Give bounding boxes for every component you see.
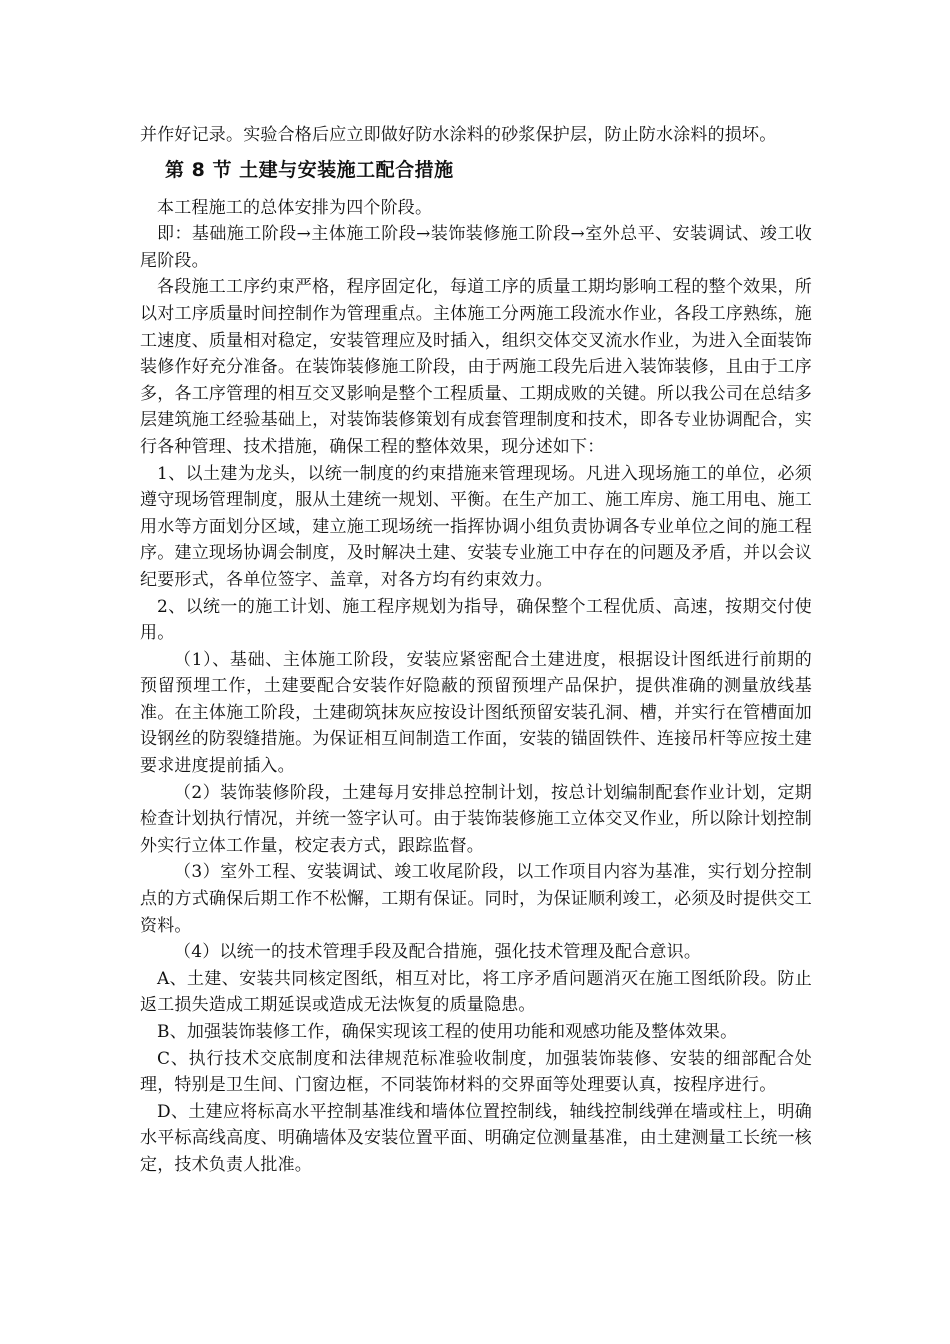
paragraph-sub-2: （2）装饰装修阶段，土建每月安排总控制计划，按总计划编制配套作业计划，定期检查计划执行情况，并统一签字认可。由于装饰装修施工立体交叉作业，所以除计划控制外实行立体工作量，校定表方式，跟踪监督。 [140,782,812,856]
section-heading: 第 8 节 土建与安装施工配合措施 [165,158,454,181]
paragraph-point-d: D、土建应将标高水平控制基准线和墙体位置控制线，轴线控制线弹在墙或柱上，明确水平标高线高度、明确墙体及安装位置平面、明确定位测量基准，由土建测量工长统一核定，技术负责人批准。 [140,1101,812,1175]
paragraph-item-2: 2、以统一的施工计划、施工程序规划为指导，确保整个工程优质、高速，按期交付使用。 [140,596,812,644]
paragraph-point-b: B、加强装饰装修工作，确保实现该工程的使用功能和观感功能及整体效果。 [157,1022,738,1042]
paragraph-stages: 即：基础施工阶段→主体施工阶段→装饰装修施工阶段→室外总平、安装调试、竣工收尾阶段。 [140,224,812,271]
paragraph-item-1: 1、以土建为龙头，以统一制度的约束措施来管理现场。凡进入现场施工的单位，必须遵守现场管理制度，服从土建统一规划、平衡。在生产加工、施工库房、施工用电、施工用水等方面划分区域，建立施工现场统一指挥协调小组负责协调各专业单位之间的施工程序。建立现场协调会制度，及时解决土建、安装专业施工中存在的问题及矛盾，并以会议纪要形式，各单位签字、盖章，对各方均有约束效力。 [140,463,812,590]
paragraph-procedure: 各段施工工序约束严格，程序固定化，每道工序的质量工期均影响工程的整个效果，所以对工序质量时间控制作为管理重点。主体施工分两施工段流水作业，各段工序熟练，施工速度、质量相对稳定，安装管理应及时插入，组织交体交叉流水作业，为进入全面装饰装修作好充分准备。在装饰装修施工阶段，由于两施工段先后进入装饰装修，且由于工序多，各工序管理的相互交叉影响是整个工程质量、工期成败的关键。所以我公司在总结多层建筑施工经验基础上，对装饰装修策划有成套管理制度和技术，即各专业协调配合，实行各种管理、技术措施，确保工程的整体效果，现分述如下： [140,277,812,457]
continuation-paragraph: 并作好记录。实验合格后应立即做好防水涂料的砂浆保护层，防止防水涂料的损坏。 [140,125,777,145]
paragraph-overview: 本工程施工的总体安排为四个阶段。 [157,197,433,218]
paragraph-sub-3: （3）室外工程、安装调试、竣工收尾阶段，以工作项目内容为基准，实行划分控制点的方式确保后期工作不松懈，工期有保证。同时，为保证顺利竣工，必须及时提供交工资料。 [140,862,812,936]
paragraph-sub-1: （1）、基础、主体施工阶段，安装应紧密配合土建进度，根据设计图纸进行前期的预留预埋工作，土建要配合安装作好隐蔽的预留预埋产品保护，提供准确的测量放线基准。在主体施工阶段，土建砌筑抹灰应按设计图纸预留安装孔洞、槽，并实行在管槽面加设钢丝的防裂缝措施。为保证相互间制造工作面，安装的锚固铁件、连接吊杆等应按土建要求进度提前插入。 [140,649,812,777]
document-page [140,122,812,1179]
paragraph-point-c: C、执行技术交底制度和法律规范标准验收制度，加强装饰装修、安装的细部配合处理，特别是卫生间、门窗边框，不同装饰材料的交界面等处理要认真，按程序进行。 [140,1048,812,1096]
paragraph-sub-4: （4）以统一的技术管理手段及配合措施，强化技术管理及配合意识。 [174,942,702,963]
paragraph-point-a: A、土建、安装共同核定图纸，相互对比，将工序矛盾问题消灭在施工图纸阶段。防止返工损失造成工期延误或造成无法恢复的质量隐患。 [140,968,812,1016]
